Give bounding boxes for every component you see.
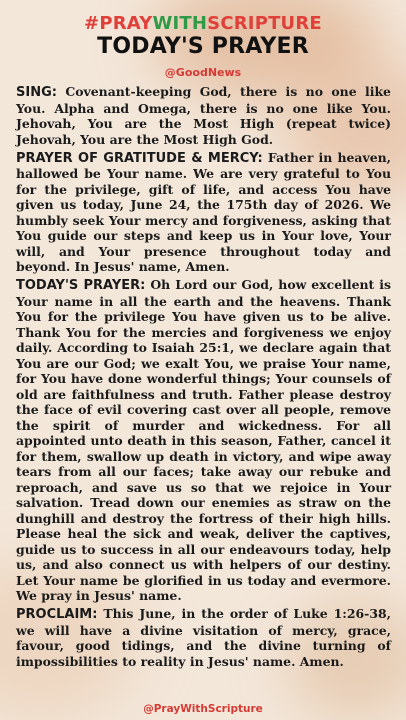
hashtag-hash: # — [84, 13, 100, 34]
footer-handle: @PrayWithScripture — [143, 703, 263, 715]
page-title: TODAY'S PRAYER — [97, 34, 309, 59]
section-text: Covenant-keeping God, there is no one like You. Alpha and Omega, there is no one like You. Jehovah, You are the Most High (repeat twice) Jehovah, You are the Most High God. — [16, 84, 391, 147]
section-sing — [16, 84, 391, 147]
section-label: SING: — [16, 85, 57, 100]
hashtag — [0, 14, 406, 34]
hashtag-scripture: SCRIPTURE — [207, 13, 322, 34]
section-proclaim — [16, 606, 391, 669]
hashtag-pray: PRAY — [99, 13, 153, 34]
hashtag-with: WITH — [152, 13, 208, 34]
section-todays-prayer — [16, 277, 391, 604]
section-text: This June, in the order of Luke 1:26-38, we will have a divine visitation of mercy, grace, favour, good tidings, and the divine turning of impossibilities to reality in Jesus' name. Amen. — [16, 606, 391, 669]
section-gratitude — [16, 150, 391, 275]
header — [0, 14, 406, 79]
source-handle: @GoodNews — [164, 66, 242, 79]
section-label: TODAY'S PRAYER: — [16, 278, 146, 293]
section-label: PROCLAIM: — [16, 607, 98, 622]
prayer-body — [16, 84, 391, 672]
section-text: Father in heaven, hallowed be Your name. We are very grateful to You for the privilege, gift of life, and access You have given us today, June 24, the 175th day of 2026. We humbly seek Your mercy and forgiveness, asking that You guide our steps and keep us in Your love, Your will, and Your presence throughout today and beyond. In Jesus' name, Amen. — [16, 149, 391, 274]
section-text: Oh Lord our God, how excellent is Your name in all the earth and the heavens. Thank You for the privilege You have given us to be alive. Thank You for the mercies and forgiveness we enjoy daily. According to Isaiah 25:1, we declare again that You are our God; we exalt You, we praise Your name, for You have done wonderful things; Your counsels of old are faithfulness and truth. Father please destroy the face of evil covering cast over all people, remove the spirit of murder and wickedness. For all appointed unto death in this season, Father, cancel it for them, swallow up death in victory, and wipe away tears from all our faces; take away our rebuke and reproach, and save us so that we rejoice in Your salvation. Tread down our enemies as straw on the dunghill and destroy the fortress of their high hills. Please heal the sick and weak, deliver the captives, guide us to success in all our endeavours today, help us, and also connect us with helpers of our destiny. Let Your name be glorified in us today and evermore. We pray in Jesus' name. — [16, 277, 391, 603]
section-label: PRAYER OF GRATITUDE & MERCY: — [16, 150, 263, 166]
